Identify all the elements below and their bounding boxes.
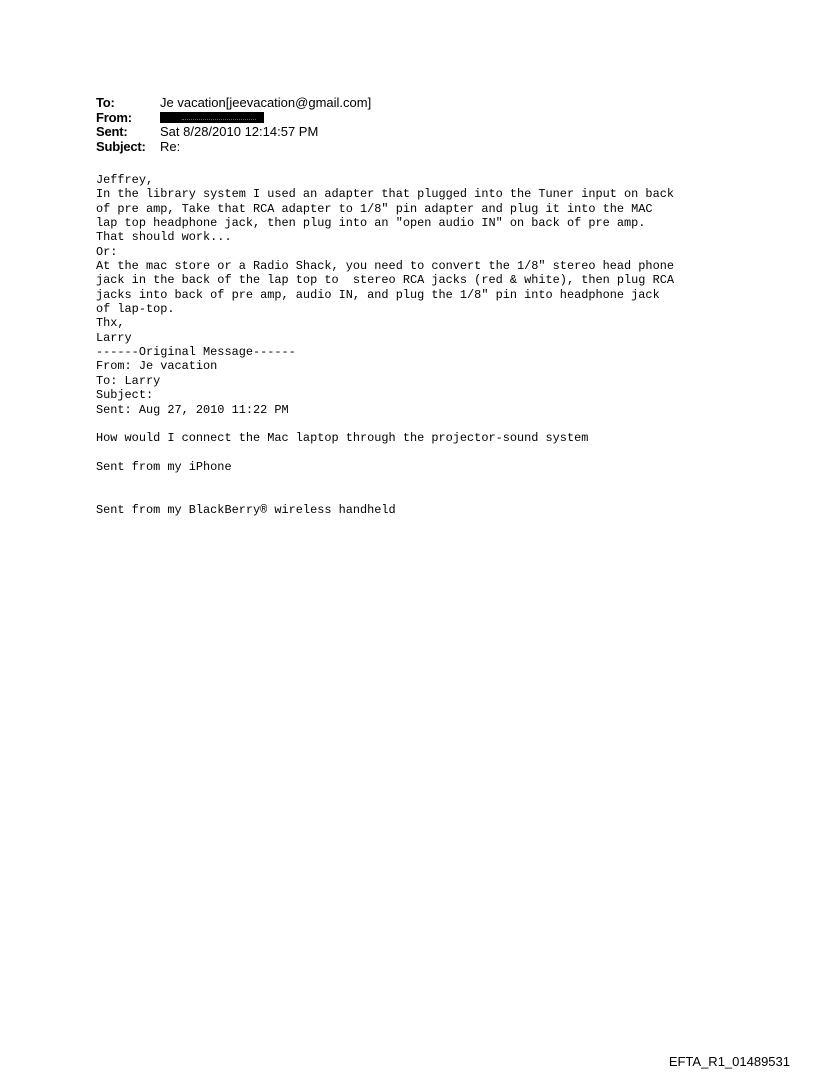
from-label: From: [96, 109, 132, 125]
subject-value: Re: [160, 138, 181, 154]
from-redaction-bar [160, 112, 264, 123]
to-label: To: [96, 95, 115, 110]
blank-line [96, 474, 736, 488]
original-question: How would I connect the Mac laptop through the projector-sound system [96, 431, 589, 446]
subject-label: Subject: [96, 138, 146, 154]
sent-label: Sent: [96, 124, 128, 139]
email-body [96, 173, 736, 517]
original-subject: Subject: [96, 388, 154, 403]
from-row [96, 111, 371, 126]
original-to: To: Larry [96, 373, 161, 388]
body-line: Jeffrey, [96, 173, 154, 187]
body-line: jack in the back of the lap top to stereo RCA jacks (red & white), then plug RCA [96, 273, 674, 288]
sent-row [96, 125, 371, 140]
to-value: Je vacation[jeevacation@gmail.com] [160, 95, 372, 110]
body-line: In the library system I used an adapter that plugged into the Tuner input on back [96, 187, 674, 202]
body-line: At the mac store or a Radio Shack, you need to convert the 1/8" stereo head phone [96, 259, 674, 274]
document-id: EFTA_R1_01489531 [668, 1054, 790, 1069]
body-line: Thx, [96, 316, 125, 331]
subject-row [96, 140, 371, 155]
sent-value: Sat 8/28/2010 12:14:57 PM [160, 124, 319, 139]
body-line: of pre amp, Take that RCA adapter to 1/8" pin adapter and plug it into the MAC [96, 201, 653, 216]
blank-line [96, 446, 736, 460]
to-row [96, 96, 371, 111]
original-message-separator: ------Original Message------ [96, 345, 296, 360]
signature-name: Larry [96, 330, 132, 345]
email-header [96, 96, 371, 154]
blank-line [96, 417, 736, 431]
original-sent: Sent: Aug 27, 2010 11:22 PM [96, 402, 289, 417]
body-line: lap top headphone jack, then plug into an "open audio IN" on back of pre amp. [96, 216, 646, 231]
body-line: of lap-top. [96, 302, 175, 317]
blank-line [96, 489, 736, 503]
body-line: Or: [96, 244, 118, 259]
body-line: That should work... [96, 230, 232, 245]
body-line: jacks into back of pre amp, audio IN, and plug the 1/8" pin into headphone jack [96, 287, 660, 302]
blackberry-signature: Sent from my BlackBerry® wireless handheld [96, 502, 396, 517]
original-from: From: Je vacation [96, 359, 218, 374]
iphone-signature: Sent from my iPhone [96, 459, 232, 474]
